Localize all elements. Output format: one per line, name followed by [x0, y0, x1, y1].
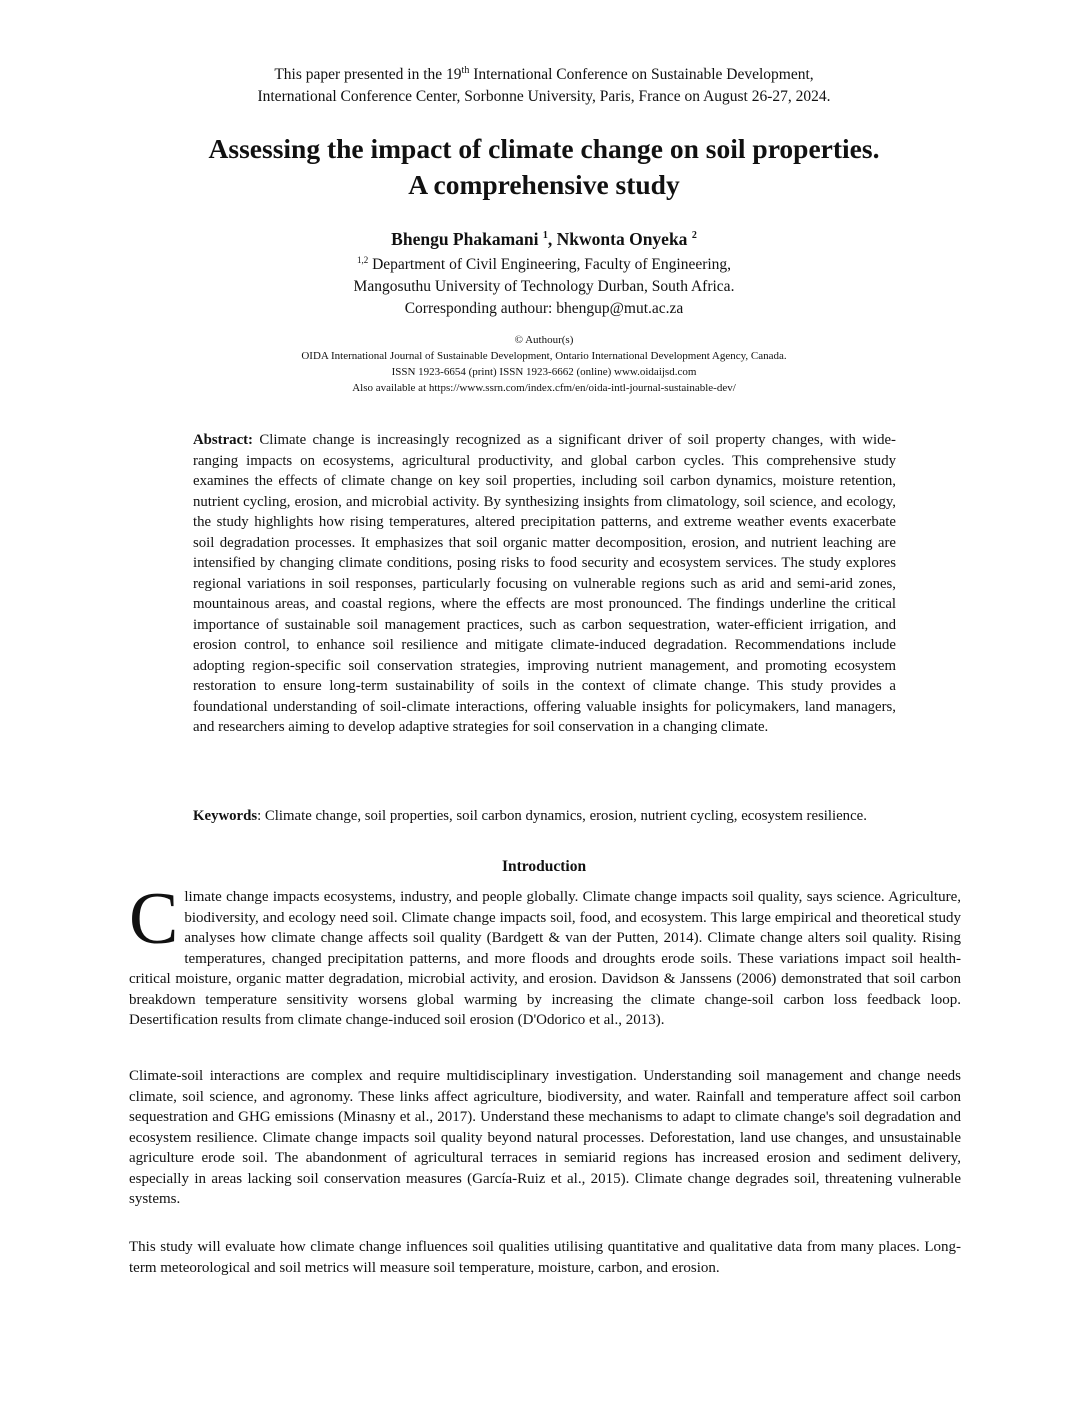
issn-line: ISSN 1923-6654 (print) ISSN 1923-6662 (online) www.oidaijsd.com	[391, 366, 697, 378]
affiliation-line-2: Mangosuthu University of Technology Durban, South Africa.	[353, 278, 735, 296]
drop-cap: C	[129, 878, 179, 960]
conference-line-1-rest: International Conference on Sustainable Development,	[469, 66, 814, 83]
affiliation	[0, 249, 1088, 320]
affiliation-department: Department of Civil Engineering, Faculty of Engineering,	[368, 256, 732, 274]
keywords-label: Keywords	[193, 808, 258, 824]
copyright-line: © Authour(s)	[514, 334, 574, 346]
conference-note	[0, 64, 1088, 108]
affiliation-line-1	[0, 249, 1088, 276]
abstract-label: Abstract:	[193, 432, 253, 448]
intro-paragraph-3	[129, 1237, 961, 1278]
intro-paragraph-2-text: Climate-soil interactions are complex and require multidisciplinary investigation. Understanding soil management and change needs climate, soil science, and agronomy. These links affect agriculture, biodiversity, and water. Rainfall and temperature affect soil carbon sequestration and GHG emissions (Minasny et al., 2017). Understand these mechanisms to adapt to climate change's soil degradation and ecosystem resilience. Climate change impacts soil quality beyond natural processes. Deforestation, land use changes, and unsustainable agriculture erode soil. The abandonment of agricultural terraces in semiarid regions has increased erosion and sediment delivery, especially in areas lacking soil conservation measures (García-Ruiz et al., 2015). Climate change degrades soil, threatening vulnerable systems.	[129, 1068, 961, 1207]
author-list	[0, 225, 1088, 250]
paper-title	[0, 131, 1088, 203]
copyright-block	[0, 332, 1088, 396]
intro-paragraph-1	[129, 878, 961, 1031]
affiliation-mark: 1,2	[356, 255, 369, 265]
intro-paragraph-3-text: This study will evaluate how climate change influences soil qualities utilising quantitative and qualitative data from many places. Long-term meteorological and soil metrics will measure soil temperature, moisture, carbon, and erosion.	[129, 1239, 961, 1276]
title-line-2: A comprehensive study	[408, 169, 680, 200]
ordinal-superscript: th	[461, 64, 470, 76]
author-1: Bhengu Phakamani	[391, 228, 539, 249]
author-separator: ,	[547, 228, 557, 249]
availability-line: Also available at https://www.ssrn.com/index.cfm/en/oida-intl-journal-sustainable-dev/	[352, 382, 736, 394]
journal-line: OIDA International Journal of Sustainable Development, Ontario International Development Agency, Canada.	[301, 350, 787, 362]
conference-line-1-text: This paper presented in the 19	[274, 66, 462, 83]
author-2: Nkwonta Onyeka	[556, 228, 688, 249]
corresponding-author: Corresponding authour: bhengup@mut.ac.za	[404, 300, 684, 318]
author-2-affiliation-mark: 2	[691, 230, 697, 241]
intro-paragraph-1-text: limate change impacts ecosystems, industry, and people globally. Climate change impacts soil quality, says science. Agriculture, biodiversity, and ecology need soil. Climate change impacts soil, food, and ecosystem. This large empirical and theoretical study analyses how climate change affects soil quality (Bardgett & van der Putten, 2014). Climate change alters soil quality. Rising temperatures, changed precipitation patterns, and more floods and droughts erode soils. These variations impact soil health-critical moisture, organic matter degradation, microbial activity, and erosion. Davidson & Janssens (2006) demonstrated that soil carbon breakdown temperature sensitivity worsens global warming by increasing the climate change-soil carbon loss feedback loop. Desertification results from climate change-induced soil erosion (D'Odorico et al., 2013).	[129, 889, 961, 1028]
author-1-affiliation-mark: 1	[542, 230, 548, 241]
conference-line-2: International Conference Center, Sorbonne University, Paris, France on August 26-27, 2024.	[257, 88, 831, 105]
abstract-text: Climate change is increasingly recognized as a significant driver of soil property changes, with wide-ranging impacts on ecosystems, agricultural productivity, and global carbon cycles. This comprehensive study examines the effects of climate change on key soil properties, including soil carbon dynamics, moisture retention, nutrient cycling, erosion, and microbial activity. By synthesizing insights from climatology, soil science, and ecology, the study highlights how rising temperatures, altered precipitation patterns, and extreme weather events exacerbate soil degradation processes. It emphasizes that soil organic matter decomposition, erosion, and nutrient leaching are intensified by changing climate conditions, posing risks to food security and ecosystem services. The study explores regional variations in soil responses, particularly focusing on vulnerable regions such as arid and semi-arid zones, mountainous areas, and coastal regions, where the effects are most pronounced. The findings underline the critical importance of sustainable soil management practices, such as carbon sequestration, water-efficient irrigation, and erosion control, to enhance soil resilience and mitigate climate-induced degradation. Recommendations include adopting region-specific soil conservation strategies, improving nutrient management, and promoting ecosystem restoration to ensure long-term sustainability of soils in the context of climate change. This study provides a foundational understanding of soil-climate interactions, offering valuable insights for policymakers, land managers, and researchers aiming to develop adaptive strategies for soil conservation in a changing climate.	[193, 432, 896, 735]
conference-line-1	[0, 64, 1088, 86]
keywords-text: : Climate change, soil properties, soil carbon dynamics, erosion, nutrient cycling, ecosystem resilience.	[257, 808, 867, 824]
keywords	[193, 806, 896, 827]
intro-paragraph-2	[129, 1066, 961, 1210]
section-heading-introduction: Introduction	[501, 858, 587, 875]
title-line-1: Assessing the impact of climate change on soil properties.	[208, 133, 880, 164]
abstract	[193, 430, 896, 738]
